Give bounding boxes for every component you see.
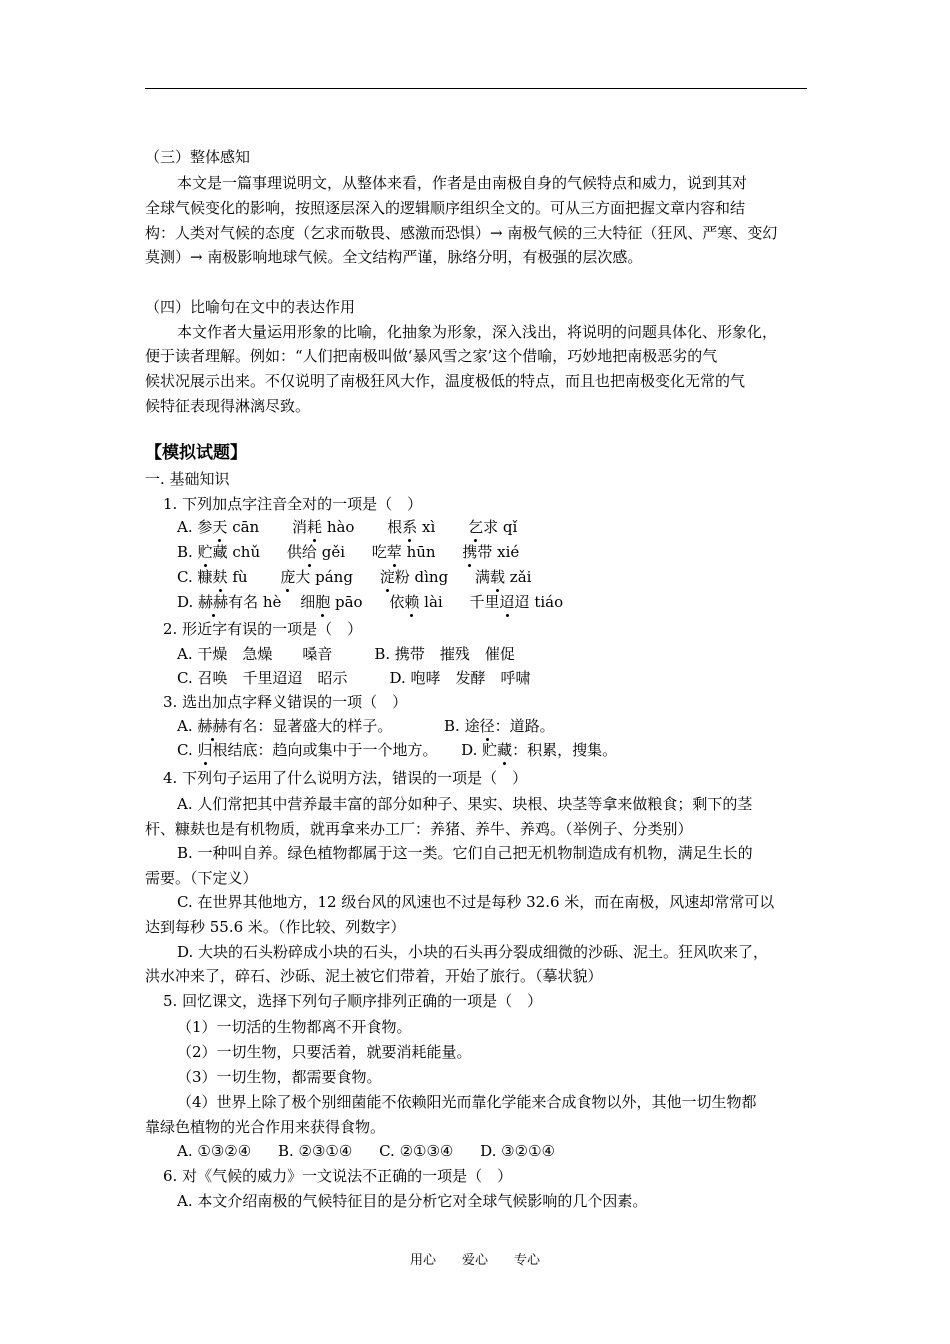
dotted-char: 归 xyxy=(197,741,213,759)
mock-exam-title: 【模拟试题】 xyxy=(145,443,247,463)
question-4-stem: 4. 下列句子运用了什么说明方法，错误的一项是（ ） xyxy=(163,769,528,787)
dotted-char: 天 xyxy=(212,518,228,536)
dotted-char: 给 xyxy=(301,543,317,561)
question-4-option-b-cont: 需要。（下定义） xyxy=(145,869,258,887)
dotted-char: 系 xyxy=(402,518,418,536)
header-rule xyxy=(145,88,807,89)
question-6-option-a: A. 本文介绍南极的气候特征目的是分析它对全球气候影响的几个因素。 xyxy=(177,1192,648,1210)
page-footer: 用心 爱心 专心 xyxy=(409,1253,540,1268)
question-5-options: A. ①③②④ B. ②③①④ C. ②①③④ D. ③②①④ xyxy=(177,1142,555,1160)
dotted-char: 贮 xyxy=(197,543,213,561)
paragraph-line: 构：人类对气候的态度（乞求而敬畏、感激而恐惧）→ 南极气候的三大特征（狂风、严寒、变幻 xyxy=(145,224,778,242)
dotted-char: 乞 xyxy=(468,518,484,536)
dotted-char: 藏 xyxy=(497,741,513,759)
question-2-options-cd: C. 召唤 千里迢迢 昭示 D. 咆哮 发酵 呼啸 xyxy=(177,669,531,687)
question-4-option-a: A. 人们常把其中营养最丰富的部分如种子、果实、块根、块茎等拿来做粮食；剩下的茎 xyxy=(177,795,753,813)
dotted-char: 载 xyxy=(490,568,506,586)
question-4-option-d-cont: 洪水冲来了，碎石、沙砾、泥土被它们带着，开始了旅行。（摹状貌） xyxy=(145,967,603,985)
question-5-sentence-1: （1）一切活的生物都离不开食物。 xyxy=(177,1018,412,1036)
question-3-options-cd: C. 归根结底：趋向或集中于一个地方。 D. 贮藏：积累，搜集。 xyxy=(177,741,618,759)
question-1-option-b: B. 贮藏 chǔ 供给 gěi 吃荤 hūn 携带 xié xyxy=(177,543,520,561)
question-3-options-ab: A. 赫赫有名：显著盛大的样子。 B. 途径：道路。 xyxy=(177,717,555,735)
question-6-stem: 6. 对《气候的威力》一文说法不正确的一项是（ ） xyxy=(163,1167,513,1185)
paragraph-line: 便于读者理解。例如：“人们把南极叫做‘暴风雪之家’这个借喻，巧妙地把南极恶劣的气 xyxy=(145,347,718,365)
dotted-char: 荤 xyxy=(386,543,402,561)
question-1-stem: 1. 下列加点字注音全对的一项是（ ） xyxy=(163,495,423,513)
dotted-char: 赫赫 xyxy=(198,593,229,611)
dotted-char: 迢 xyxy=(499,593,515,611)
dotted-char: 赫赫 xyxy=(197,717,228,735)
part-heading: 一. 基础知识 xyxy=(145,470,230,488)
dotted-char: 胞 xyxy=(315,593,331,611)
section-heading-3: （三）整体感知 xyxy=(145,148,251,166)
dotted-char: 径 xyxy=(479,717,495,735)
question-2-stem: 2. 形近字有误的一项是（ ） xyxy=(163,620,363,638)
question-4-option-c: C. 在世界其他地方，12 级台风的风速也不过是每秒 32.6 米，而在南极，风速却常常可以 xyxy=(177,893,775,911)
paragraph-line: 本文作者大量运用形象的比喻，化抽象为形象，深入浅出，将说明的问题具体化、形象化， xyxy=(177,323,778,341)
paragraph-line: 莫测）→ 南极影响地球气候。全文结构严谨，脉络分明，有极强的层次感。 xyxy=(145,248,643,266)
dotted-char: 淀 xyxy=(379,568,395,586)
question-1-option-a: A. 参天 cān 消耗 hào 根系 xì 乞求 qǐ xyxy=(177,518,518,536)
dotted-char: 庞 xyxy=(280,568,296,586)
question-5-sentence-2: （2）一切生物，只要活着，就要消耗能量。 xyxy=(177,1043,472,1061)
question-5-sentence-4: （4）世界上除了极个别细菌能不依赖阳光而靠化学能来合成食物以外，其他一切生物都 xyxy=(177,1093,757,1111)
question-2-options-ab: A. 干燥 急燥 嗓音 B. 携带 摧残 催促 xyxy=(177,645,515,663)
question-1-option-c: C. 糠麸 fù 庞大 páng 淀粉 dìng 满载 zǎi xyxy=(177,568,532,586)
question-4-option-d: D. 大块的石头粉碎成小块的石头，小块的石头再分裂成细微的沙砾、泥土。狂风吹来了， xyxy=(177,943,769,961)
dotted-char: 麸 xyxy=(212,568,228,586)
dotted-char: 耗 xyxy=(307,518,323,536)
dotted-char: 赖 xyxy=(404,593,420,611)
question-3-stem: 3. 选出加点字释义错误的一项（ ） xyxy=(163,693,408,711)
paragraph-line: 候特征表现得淋漓尽致。 xyxy=(145,397,311,415)
paragraph-line: 本文是一篇事理说明文，从整体来看，作者是由南极自身的气候特点和威力，说到其对 xyxy=(177,174,748,192)
question-1-option-d: D. 赫赫有名 hè 细胞 pāo 依赖 lài 千里迢迢 tiáo xyxy=(177,593,564,611)
question-5-sentence-3: （3）一切生物，都需要食物。 xyxy=(177,1068,382,1086)
question-5-stem: 5. 回忆课文，选择下列句子顺序排列正确的一项是（ ） xyxy=(163,992,543,1010)
paragraph-line: 候状况展示出来。不仅说明了南极狂风大作，温度极低的特点，而且也把南极变化无常的气 xyxy=(145,372,746,390)
question-4-option-c-cont: 达到每秒 55.6 米。（作比较、列数字） xyxy=(145,918,406,936)
dotted-char: 携 xyxy=(462,543,478,561)
question-5-sentence-4-cont: 靠绿色植物的光合作用来获得食物。 xyxy=(145,1118,386,1136)
question-4-option-a-cont: 杆、糠麸也是有机物质，就再拿来办工厂：养猪、养牛、养鸡。（举例子、分类别） xyxy=(145,820,693,838)
paragraph-line: 全球气候变化的影响，按照逐层深入的逻辑顺序组织全文的。可从三方面把握文章内容和结 xyxy=(145,199,746,217)
section-heading-4: （四）比喻句在文中的表达作用 xyxy=(145,298,356,316)
question-4-option-b: B. 一种叫自养。绿色植物都属于这一类。它们自己把无机物制造成有机物，满足生长的 xyxy=(177,844,753,862)
